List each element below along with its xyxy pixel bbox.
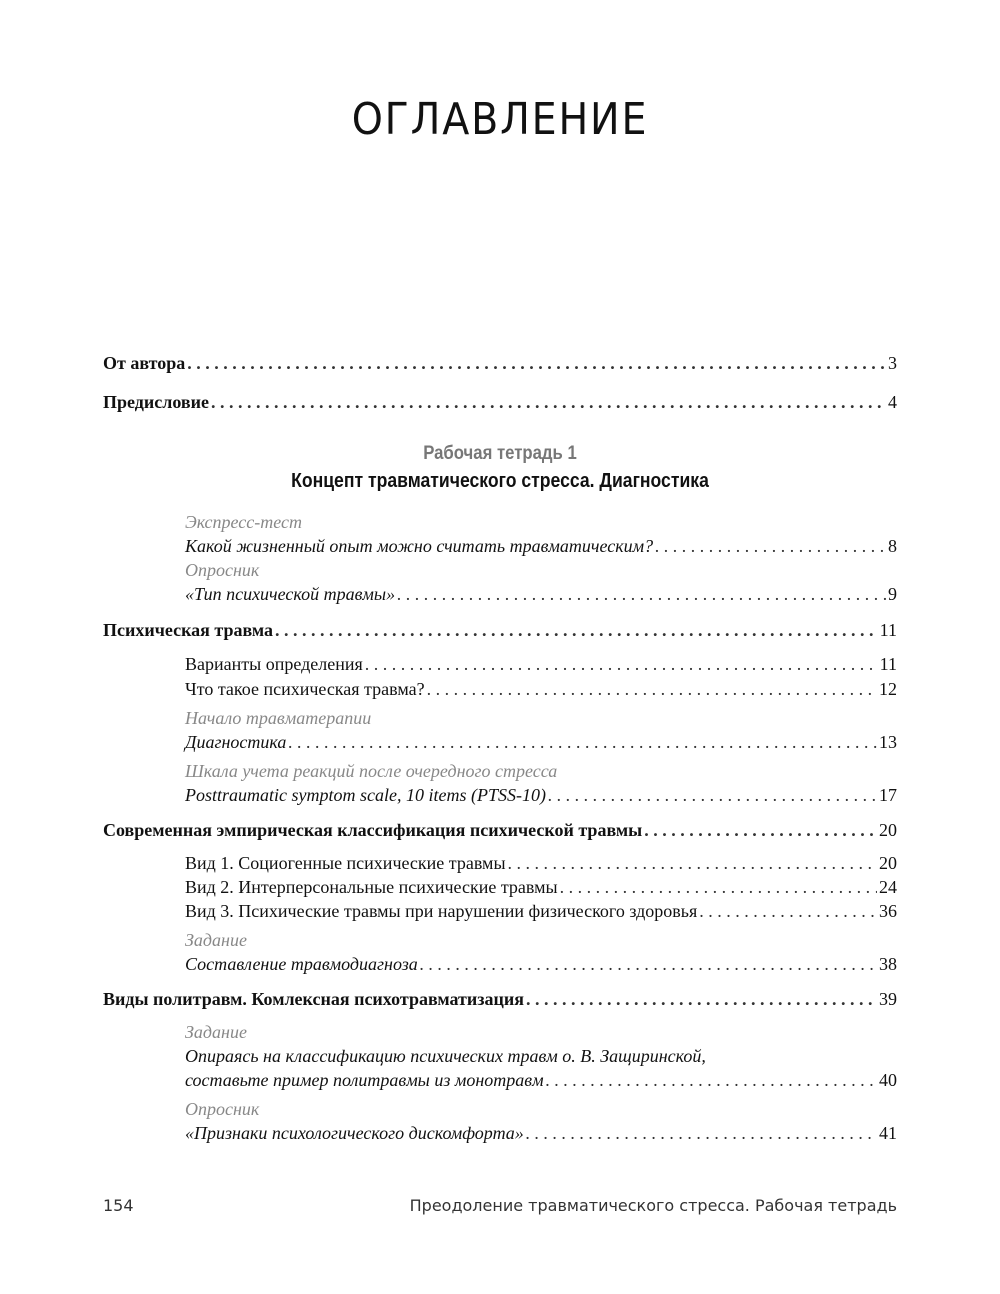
toc-entry-title: Что такое психическая травма? (185, 679, 425, 699)
dot-leader (288, 730, 877, 754)
toc-entry[interactable] (185, 1121, 897, 1145)
dot-leader (548, 783, 877, 807)
toc-entry[interactable] (185, 730, 897, 754)
toc-entry-title: «Признаки психологического дискомфорта» (185, 1123, 524, 1143)
toc-entry-label (185, 1020, 897, 1044)
toc-entry-label (185, 759, 897, 783)
footer-book-title: Преодоление травматического стресса. Рабочая тетрадь (409, 1196, 897, 1215)
toc-entry-label (185, 1044, 897, 1068)
dot-leader (655, 534, 886, 558)
toc-entry-page: 41 (879, 1123, 897, 1143)
dot-leader (427, 677, 877, 701)
toc-entry-page: 36 (879, 901, 897, 921)
toc-entry[interactable] (185, 851, 897, 875)
toc-entry[interactable] (185, 534, 897, 558)
dot-leader (699, 899, 877, 923)
toc-entry-title: Какой жизненный опыт можно считать травматическим? (185, 536, 654, 556)
toc-entry-title: Варианты определения (185, 654, 363, 674)
toc-entry[interactable] (185, 783, 897, 807)
workbook-label: Рабочая тетрадь 1 (423, 443, 577, 464)
toc-entry-title: Вид 3. Психические травмы при нарушении физического здоровья (185, 901, 698, 921)
toc-entry-page: 20 (879, 820, 897, 840)
page-title: ОГЛАВЛЕНИЕ (351, 94, 649, 145)
toc-entry-title: Шкала учета реакций после очередного стресса (185, 761, 558, 781)
toc-entry-title: «Тип психической травмы» (185, 584, 396, 604)
toc-entry-page: 17 (879, 785, 897, 805)
dot-leader (187, 351, 886, 375)
dot-leader (275, 618, 878, 642)
toc-entry-page: 39 (879, 989, 897, 1009)
toc-entry[interactable] (103, 987, 897, 1011)
toc-entry[interactable] (103, 390, 897, 414)
dot-leader (508, 851, 877, 875)
toc-entry[interactable] (103, 618, 897, 642)
toc-entry-page: 3 (888, 353, 897, 373)
toc-entry-title: Составление травмодиагноза (185, 954, 418, 974)
dot-leader (560, 875, 877, 899)
toc-entry-page: 9 (888, 584, 897, 604)
toc-entry[interactable] (185, 1068, 897, 1092)
toc-entry[interactable] (103, 818, 897, 842)
toc-entry-page: 40 (879, 1070, 897, 1090)
toc-entry-title: Экспресс-тест (185, 512, 302, 532)
toc-entry-page: 20 (879, 853, 897, 873)
dot-leader (211, 390, 886, 414)
toc-entry-title: Современная эмпирическая классификация психической травмы (103, 820, 643, 840)
toc-entry-label (185, 510, 897, 534)
dot-leader (397, 582, 886, 606)
toc-entry-title: Вид 1. Социогенные психические травмы (185, 853, 506, 873)
toc-entry[interactable] (185, 582, 897, 606)
toc-entry-page: 11 (879, 654, 897, 674)
toc-entry[interactable] (185, 899, 897, 923)
toc-entry[interactable] (185, 952, 897, 976)
toc-entry[interactable] (185, 875, 897, 899)
toc-entry[interactable] (185, 652, 897, 676)
dot-leader (526, 1121, 877, 1145)
toc-entry-title: От автора (103, 353, 186, 373)
dot-leader (546, 1068, 877, 1092)
toc-entry-title: Опираясь на классификацию психических травм о. В. Защиринской, (185, 1046, 706, 1066)
toc-entry-title: Опросник (185, 560, 260, 580)
workbook-subtitle: Концепт травматического стресса. Диагностика (291, 470, 709, 492)
toc-entry-page: 8 (888, 536, 897, 556)
toc-entry-title: Предисловие (103, 392, 209, 412)
toc-entry-page: 13 (879, 732, 897, 752)
dot-leader (526, 987, 877, 1011)
toc-entry-title: Вид 2. Интерперсональные психические травмы (185, 877, 558, 897)
dot-leader (420, 952, 877, 976)
toc-entry-title: Posttraumatic symptom scale, 10 items (PTSS-10) (185, 785, 546, 805)
toc-entry-page: 4 (888, 392, 897, 412)
dot-leader (365, 652, 878, 676)
toc-entry-title: Начало травматерапии (185, 708, 372, 728)
toc-entry-page: 24 (879, 877, 897, 897)
footer-page-number: 154 (103, 1196, 134, 1215)
toc-entry-label (185, 558, 897, 582)
toc-entry-label (185, 1097, 897, 1121)
toc-entry-title: Диагностика (185, 732, 287, 752)
toc-entry-page: 11 (879, 620, 897, 640)
toc-entry-title: Опросник (185, 1099, 260, 1119)
toc-entry-title: составьте пример политравмы из монотравм (185, 1070, 544, 1090)
toc-entry-page: 12 (879, 679, 897, 699)
toc-entry-title: Психическая травма (103, 620, 274, 640)
toc-entry-label (185, 928, 897, 952)
dot-leader (644, 818, 877, 842)
toc-entry-title: Задание (185, 930, 247, 950)
toc-entry-page: 38 (879, 954, 897, 974)
toc-entry-title: Виды политравм. Комлексная психотравматизация (103, 989, 524, 1009)
toc-entry[interactable] (185, 677, 897, 701)
toc-entry-label (185, 706, 897, 730)
toc-entry[interactable] (103, 351, 897, 375)
toc-entry-title: Задание (185, 1022, 247, 1042)
